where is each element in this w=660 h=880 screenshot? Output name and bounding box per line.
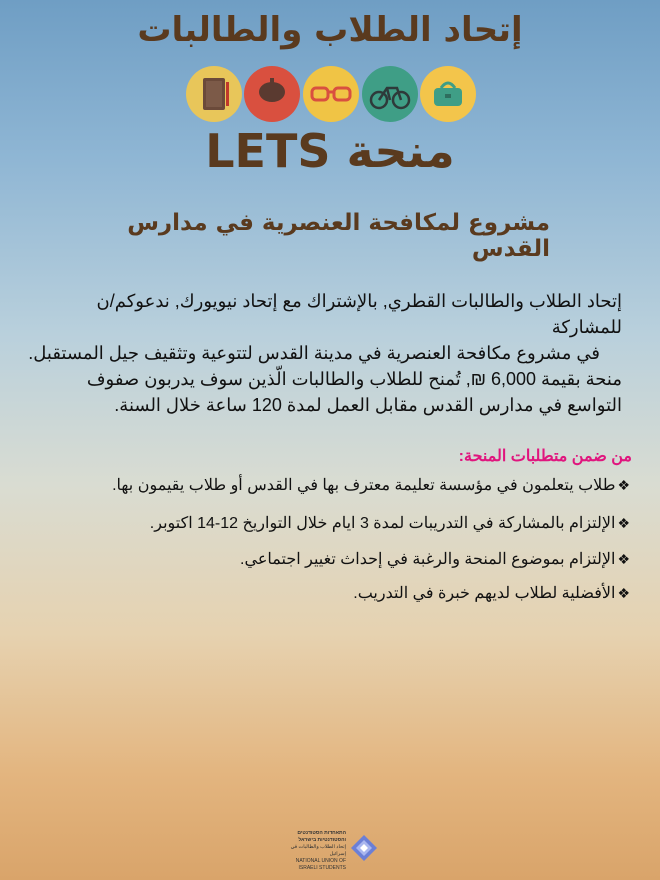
intro-line-2: في مشروع مكافحة العنصرية في مدينة القدس لتتوعية وتثقيف جيل المستقبل. — [28, 343, 600, 363]
grant-line-1: منحة بقيمة 6,000 ₪, تُمنح للطلاب والطالبات الّذين سوف يدربون صفوف — [86, 369, 622, 389]
diamond-bullet-icon: ❖ — [617, 515, 630, 531]
requirement-item — [30, 548, 630, 571]
glasses-icon — [303, 66, 359, 122]
diamond-bullet-icon: ❖ — [617, 477, 630, 493]
intro-paragraph — [22, 288, 622, 366]
requirement-text: الإلتزام بموضوع المنحة والرغبة في إحداث تغيير اجتماعي. — [240, 551, 616, 568]
grant-line-2: التواسع في مدارس القدس مقابل العمل لمدة 120 ساعة خلال السنة. — [114, 395, 622, 415]
logo-text — [284, 830, 346, 872]
requirements-heading: من ضمن متطلبات المنحة: — [458, 448, 632, 465]
requirement-item — [30, 512, 630, 535]
bicycle-icon — [362, 66, 418, 122]
project-subtitle: مشروع لمكافحة العنصرية في مدارس القدس — [127, 210, 550, 262]
requirement-text: الإلتزام بالمشاركة في التدريبات لمدة 3 ايام خلال التواريخ 12-14 اكتوبر. — [149, 515, 616, 532]
union-logo — [284, 830, 380, 871]
program-name: منحة LETS — [205, 124, 455, 178]
diamond-bullet-icon: ❖ — [617, 585, 630, 601]
requirement-item — [30, 474, 630, 497]
intro-line-1: إتحاد الطلاب والطالبات القطري, بالإشتراك مع إتحاد نيويورك, ندعوكم/ن للمشاركة — [96, 291, 622, 337]
diamond-logo-icon — [350, 834, 378, 862]
requirement-text: طلاب يتعلمون في مؤسسة تعليمة معترف بها في القدس أو طلاب يقيمون بها. — [112, 477, 616, 494]
diamond-bullet-icon: ❖ — [617, 551, 630, 567]
logo-line: התאחדות הסטודנטים — [297, 830, 346, 836]
notebook-icon — [186, 66, 242, 122]
grant-paragraph — [22, 366, 622, 418]
icon-row — [186, 66, 476, 122]
logo-line: NATIONAL UNION OF ISRAELI STUDENTS — [295, 858, 346, 871]
requirement-text: الأفضلية لطلاب لديهم خبرة في التدريب. — [353, 585, 616, 602]
logo-line: והסטודנטיות בישראל — [298, 837, 346, 843]
logo-line: إتحاد الطلاب والطالبات في إسرائيل — [290, 844, 346, 857]
bag-icon — [420, 66, 476, 122]
union-title: إتحاد الطلاب والطالبات — [137, 10, 523, 50]
requirement-item — [30, 582, 630, 605]
hat-icon — [244, 66, 300, 122]
